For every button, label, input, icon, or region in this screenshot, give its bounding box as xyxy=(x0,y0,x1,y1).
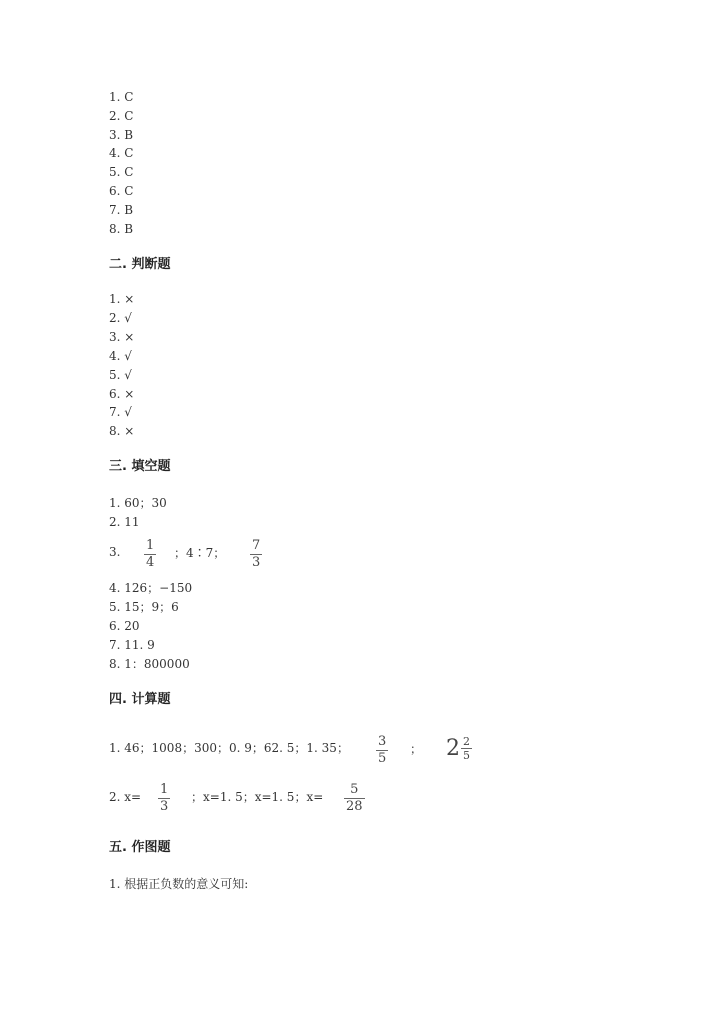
fraction xyxy=(144,539,156,570)
answer-item: 1. 根据正负数的意义可知: xyxy=(109,877,249,891)
mixed-number xyxy=(446,736,472,761)
answer-separator: ；x=1. 5；x=1. 5；x= xyxy=(191,790,324,804)
answer-item: 5. √ xyxy=(109,368,132,382)
answer-item: 1. 60；30 xyxy=(109,496,167,510)
fraction xyxy=(376,735,388,766)
answer-separator: ； xyxy=(410,742,423,756)
answer-item: 2. √ xyxy=(109,311,132,325)
section-heading: 五. 作图题 xyxy=(109,840,171,855)
answer-item: 2. 11 xyxy=(109,515,140,529)
fraction-numerator: 3 xyxy=(378,734,387,749)
answer-item: 4. √ xyxy=(109,349,132,363)
answer-item: 4. C xyxy=(109,146,134,160)
fraction-numerator: 7 xyxy=(252,538,261,553)
answer-item: 5. 15；9；6 xyxy=(109,600,179,614)
fraction xyxy=(250,539,262,570)
answer-item-prefix: 2. x= xyxy=(109,790,142,804)
answer-item: 3. × xyxy=(109,330,135,344)
answer-item: 8. × xyxy=(109,424,135,438)
fraction-numerator: 2 xyxy=(463,735,470,748)
answer-item: 7. √ xyxy=(109,405,132,419)
answer-item: 3. B xyxy=(109,128,134,142)
fraction-denominator: 3 xyxy=(252,555,261,570)
answer-item: 6. × xyxy=(109,387,135,401)
answer-item: 7. B xyxy=(109,203,134,217)
fraction xyxy=(461,736,472,761)
fraction-denominator: 28 xyxy=(346,799,363,814)
section-heading: 二. 判断题 xyxy=(109,257,171,272)
section-heading: 四. 计算题 xyxy=(109,692,171,707)
fraction-numerator: 5 xyxy=(350,782,359,797)
fraction-denominator: 5 xyxy=(378,751,387,766)
fraction-numerator: 1 xyxy=(146,538,155,553)
answer-item: 1. 46；1008；300；0. 9；62. 5；1. 35； xyxy=(109,741,349,755)
fraction xyxy=(158,783,170,814)
answer-item: 7. 11. 9 xyxy=(109,638,155,652)
answer-item: 6. C xyxy=(109,184,134,198)
fraction-denominator: 5 xyxy=(463,749,470,762)
fraction-denominator: 3 xyxy=(160,799,169,814)
mixed-number-whole: 2 xyxy=(446,735,460,761)
fraction-denominator: 4 xyxy=(146,555,155,570)
answer-item: 2. C xyxy=(109,109,134,123)
answer-item: 8. B xyxy=(109,222,134,236)
answer-item: 1. × xyxy=(109,292,135,306)
answer-item: 1. C xyxy=(109,90,134,104)
answer-item: 6. 20 xyxy=(109,619,140,633)
section-heading: 三. 填空题 xyxy=(109,459,171,474)
answer-item-label: 3. xyxy=(109,545,121,559)
fraction-numerator: 1 xyxy=(160,782,169,797)
answer-item: 5. C xyxy=(109,165,134,179)
fraction xyxy=(344,783,365,814)
answer-item: 8. 1：800000 xyxy=(109,657,190,671)
answer-separator: ；4∶7； xyxy=(174,546,226,560)
answer-item: 4. 126；−150 xyxy=(109,581,193,595)
